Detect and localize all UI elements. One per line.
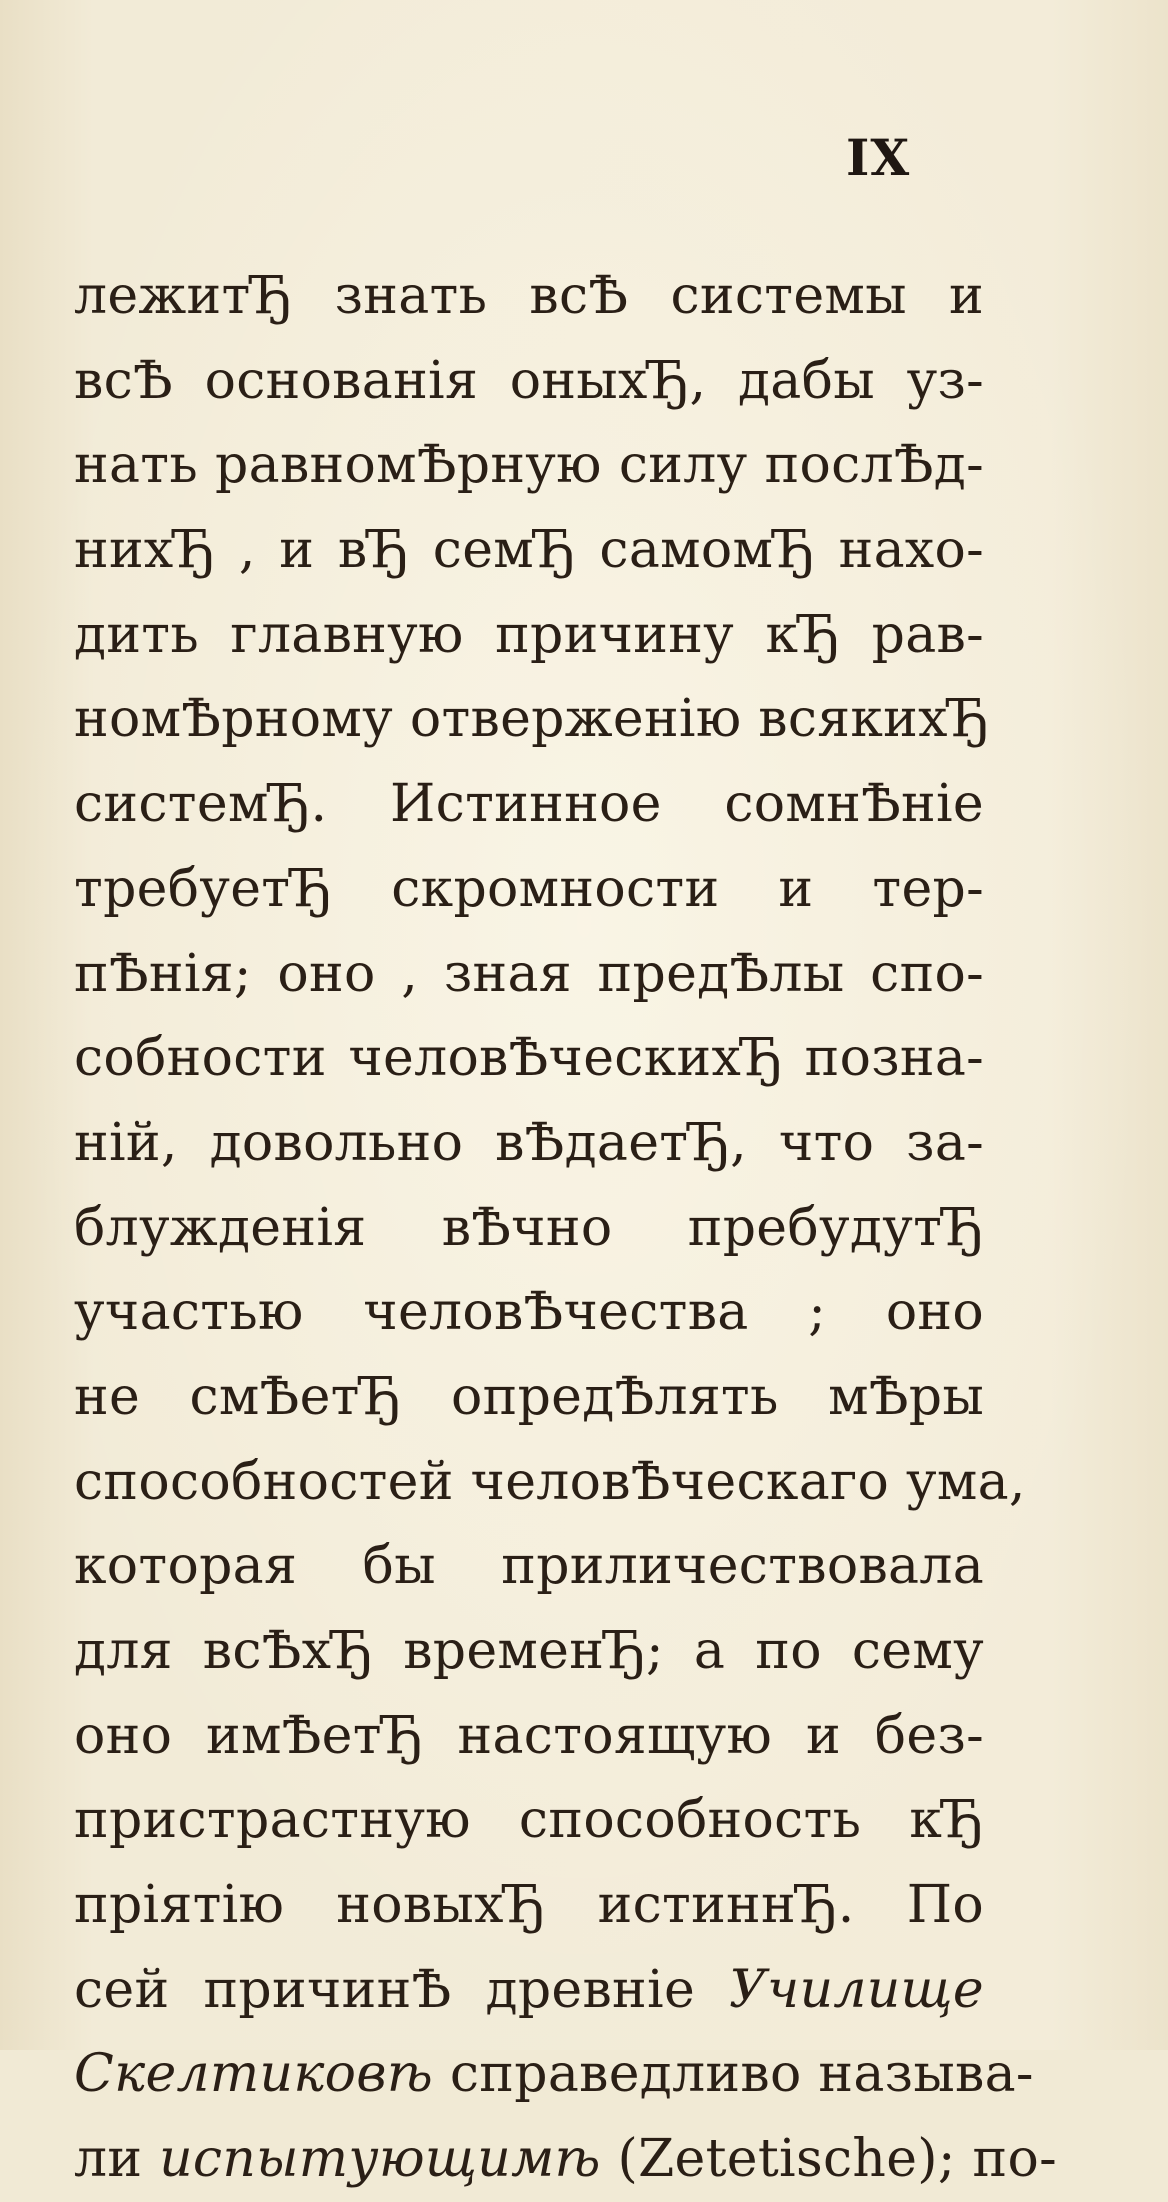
page-number: IX [846, 128, 911, 187]
line-text: способностей человѢческаго ума, [74, 1451, 1026, 1512]
text-line [74, 762, 984, 847]
line-text: сей причинѢ древніе [74, 1959, 730, 2020]
text-line [74, 1016, 984, 1101]
text-line [74, 1778, 984, 1863]
text-line [74, 1694, 984, 1779]
italic-term: Скелтиковѣ [74, 2044, 434, 2105]
line-text: пріятію новыхЂ истиннЂ. По [74, 1875, 984, 1936]
line-text: нихЂ , и вЂ семЂ самомЂ нахо- [74, 520, 984, 581]
text-line [74, 1101, 984, 1186]
line-text: не смѢетЂ опредѢлять мѢры [74, 1366, 984, 1427]
text-line [74, 1355, 984, 1440]
line-text: пристрастную способность кЂ [74, 1790, 984, 1851]
text-line [74, 1609, 984, 1694]
line-text: ли [74, 2129, 160, 2190]
italic-term: испытующимѣ [159, 2129, 601, 2190]
line-text: ній, довольно вѢдаетЂ, что за- [74, 1112, 984, 1173]
text-line [74, 1440, 1026, 1525]
text-line [74, 339, 984, 424]
text-line [74, 847, 984, 932]
text-line [74, 2117, 1057, 2202]
line-text: всѢ основанія оныхЂ, дабы уз- [74, 350, 984, 411]
line-text: дить главную причину кЂ рав- [74, 604, 984, 665]
line-text: для всѢхЂ временЂ; а по сему [74, 1621, 984, 1681]
line-text: лежитЂ знать всѢ системы и [74, 266, 984, 326]
text-line [74, 932, 984, 1017]
text-line [74, 254, 984, 339]
text-line [74, 423, 984, 508]
text-line [74, 1948, 984, 2033]
text-line [74, 2032, 1034, 2117]
line-text: пѢнія; оно , зная предѢлы спо- [74, 943, 984, 1004]
line-text: требуетЂ скромности и тер- [74, 858, 984, 919]
line-text: нать равномѢрную силу послѢд- [74, 435, 984, 496]
text-line [74, 1186, 984, 1271]
line-text: которая бы приличествовала [74, 1536, 984, 1597]
text-line [74, 593, 984, 678]
line-text: блужденія вѢчно пребудутЂ [74, 1197, 984, 1258]
line-text: номѢрному отверженію всякихЂ [74, 689, 990, 750]
text-line [74, 677, 990, 762]
line-text: системЂ. Истинное сомнѢніе [74, 774, 984, 835]
line-text: участью человѢчества ; оно [74, 1282, 984, 1343]
italic-term: Училище [729, 1959, 984, 2020]
line-text: оно имѢетЂ настоящую и без- [74, 1705, 984, 1766]
line-text: (Zetetische); по- [600, 2129, 1057, 2190]
line-text: справедливо называ- [433, 2044, 1034, 2105]
text-line [74, 1863, 984, 1948]
line-text: собности человѢческихЂ позна- [74, 1028, 984, 1089]
text-line [74, 1524, 984, 1609]
text-line [74, 1270, 984, 1355]
text-line [74, 508, 984, 593]
body-text [74, 254, 1057, 2202]
